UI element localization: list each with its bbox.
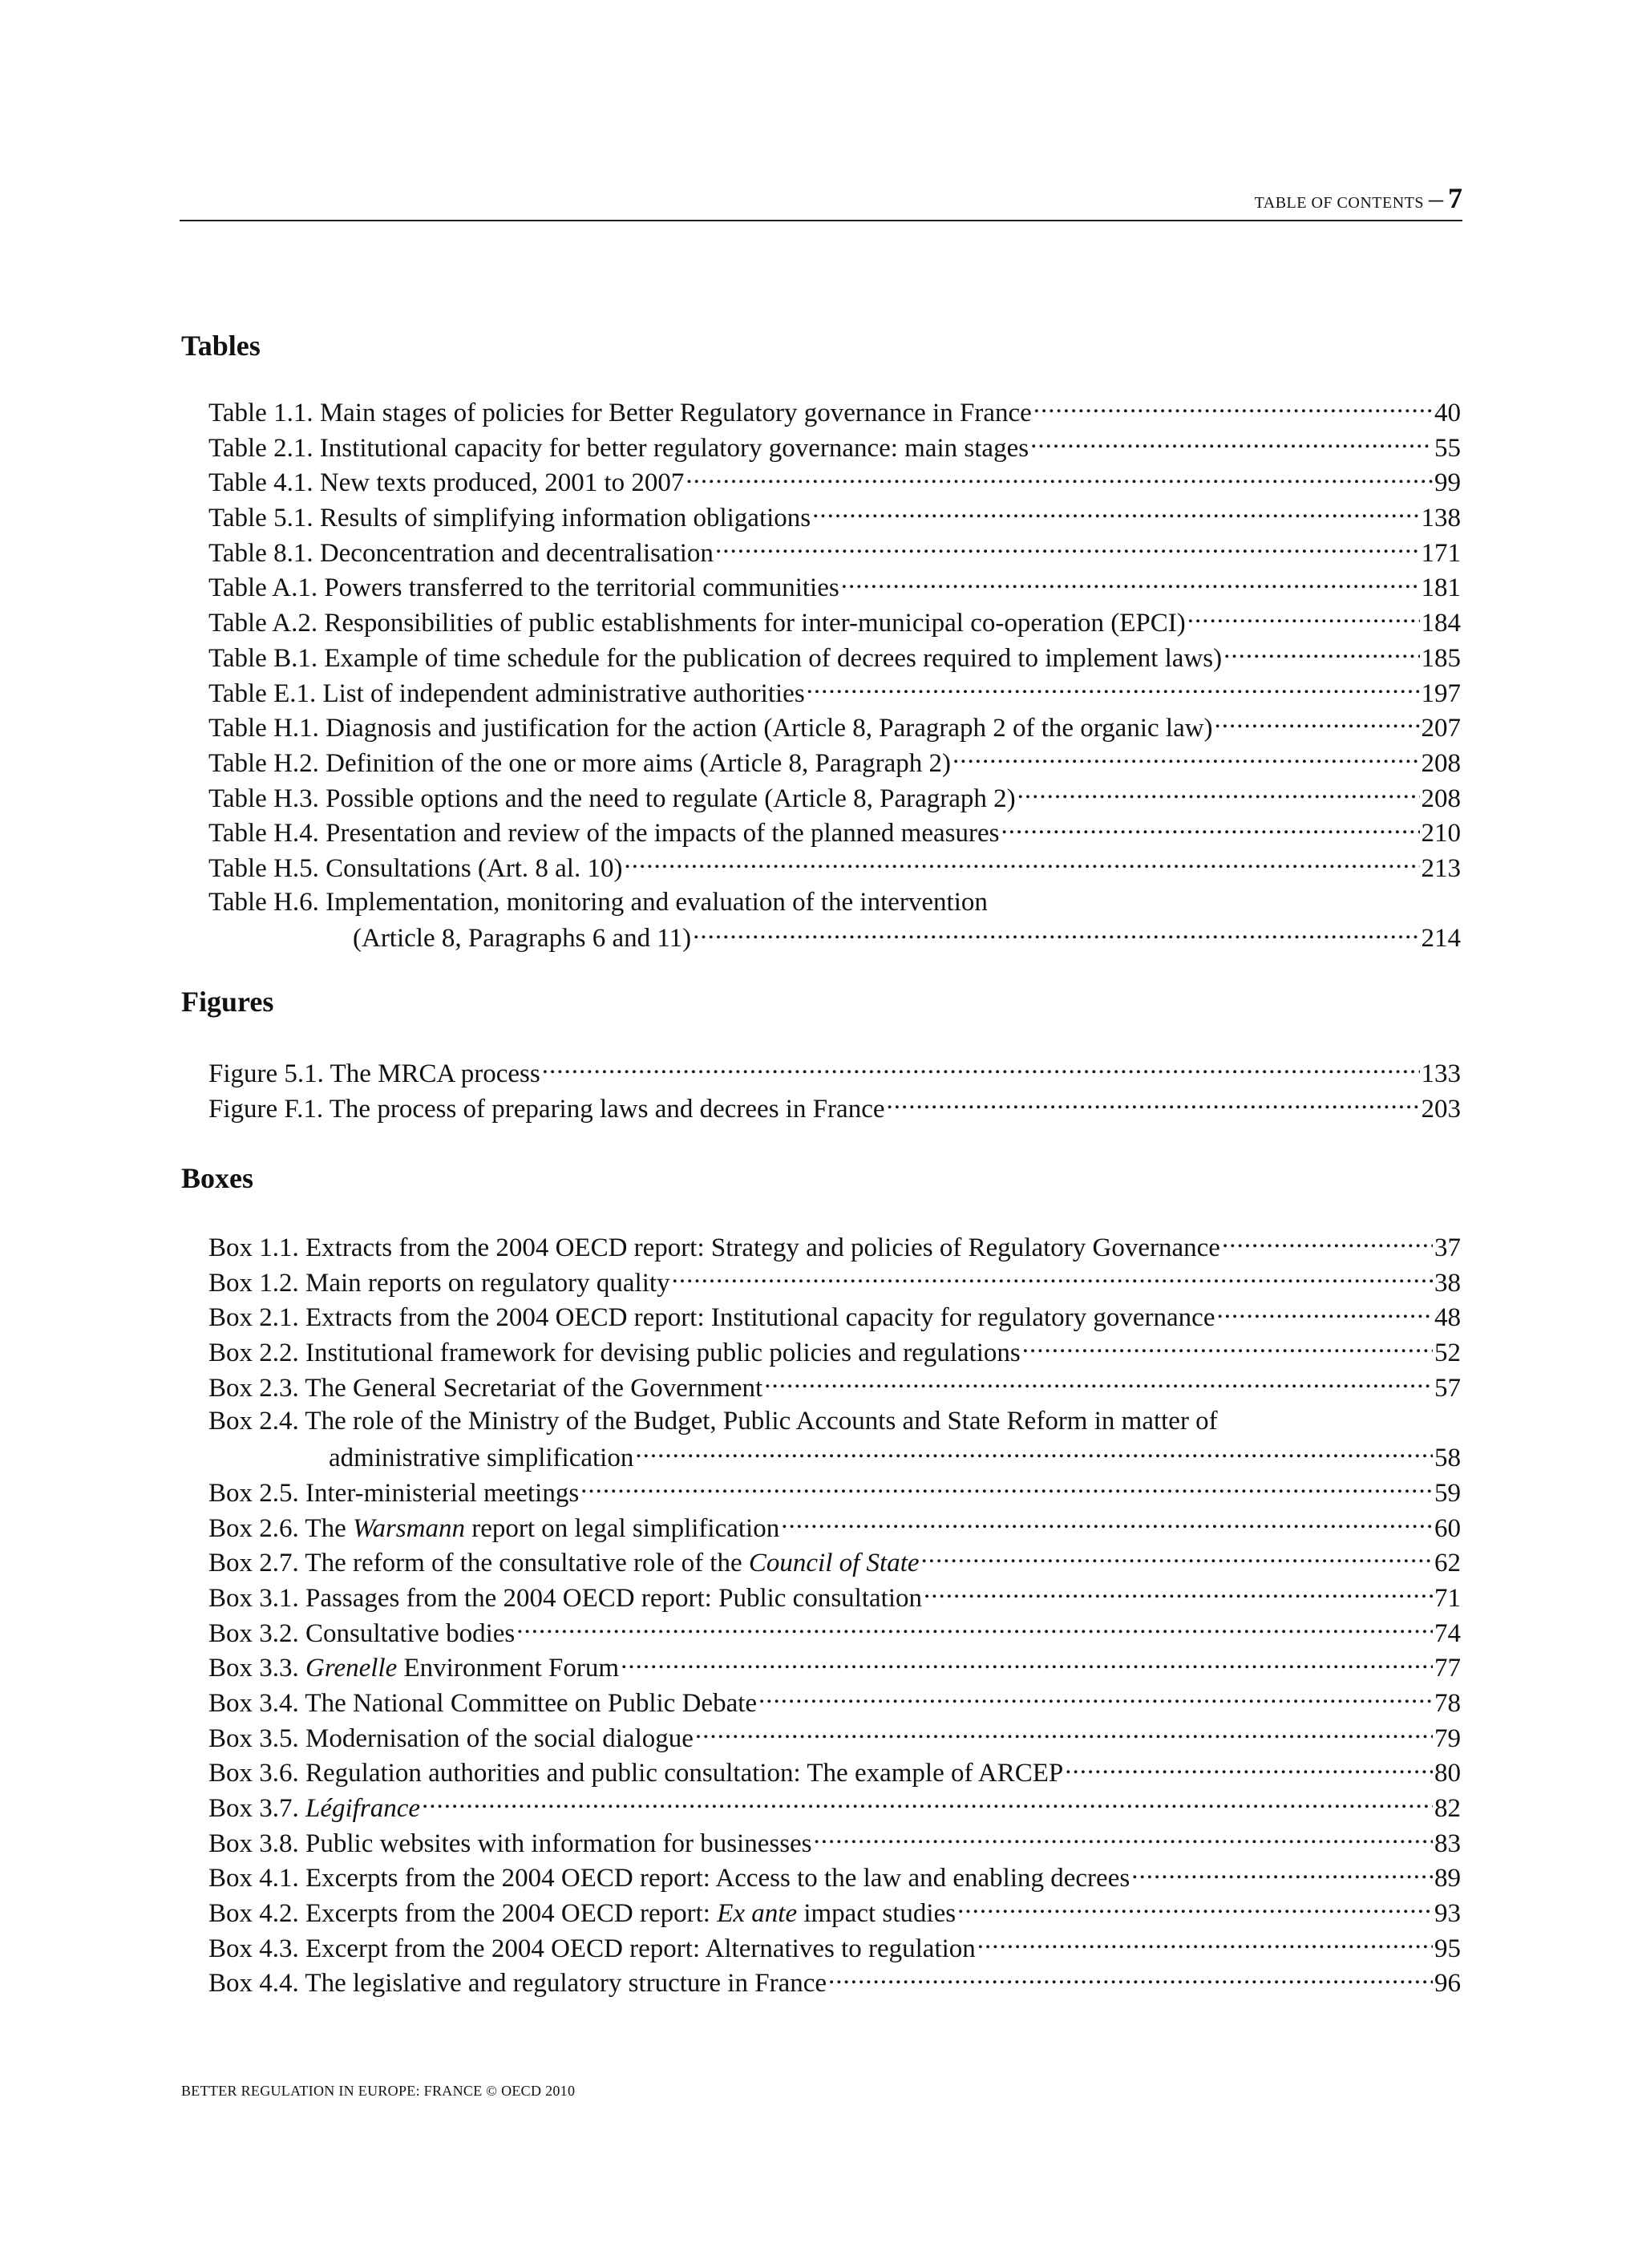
dot-leader bbox=[695, 1720, 1433, 1747]
toc-entry[interactable] bbox=[208, 1265, 1461, 1300]
toc-entry[interactable] bbox=[208, 569, 1461, 605]
toc-entry-label: Table H.1. Diagnosis and justification for the action (Article 8, Paragraph 2 of the organic law) bbox=[208, 714, 1213, 743]
toc-entry-label: Box 2.1. Extracts from the 2004 OECD report: Institutional capacity for regulatory governance bbox=[208, 1303, 1215, 1333]
page-footer: BETTER REGULATION IN EUROPE: FRANCE © OECD 2010 bbox=[181, 2083, 576, 2099]
toc-entry-page: 60 bbox=[1434, 1513, 1461, 1543]
toc-entry-label: Table A.2. Responsibilities of public establishments for inter-municipal co-operation (EPCI) bbox=[208, 609, 1186, 638]
toc-entry-label: Table H.5. Consultations (Art. 8 al. 10) bbox=[208, 853, 623, 883]
toc-entry-page: 181 bbox=[1421, 573, 1461, 603]
toc-entry-page: 185 bbox=[1421, 643, 1461, 673]
toc-entry-page: 37 bbox=[1434, 1233, 1461, 1262]
toc-entry[interactable] bbox=[208, 1475, 1461, 1510]
dot-leader bbox=[952, 745, 1420, 772]
toc-entry[interactable] bbox=[208, 1615, 1461, 1650]
dot-leader bbox=[1216, 1299, 1433, 1326]
toc-entry-label: administrative simplification bbox=[329, 1444, 634, 1473]
header-dash: – bbox=[1429, 182, 1443, 214]
dot-leader bbox=[542, 1055, 1420, 1082]
toc-entry-label: Box 3.4. The National Committee on Public Debate bbox=[208, 1688, 758, 1718]
running-header bbox=[180, 178, 1462, 221]
toc-entry[interactable] bbox=[208, 605, 1461, 640]
label-text: Environment Forum bbox=[397, 1654, 620, 1683]
dot-leader bbox=[672, 1265, 1433, 1291]
toc-entry-label: Box 3.1. Passages from the 2004 OECD report: Public consultation bbox=[208, 1583, 922, 1613]
dot-leader bbox=[422, 1790, 1433, 1816]
toc-entry-page: 208 bbox=[1421, 784, 1461, 813]
toc-entry-first-line[interactable]: Box 2.4. The role of the Ministry of the Budget, Public Accounts and State Reform in matter of bbox=[208, 1407, 1218, 1436]
toc-entry-page: 82 bbox=[1434, 1794, 1461, 1823]
label-italic: Légifrance bbox=[305, 1794, 420, 1823]
toc-entry-label bbox=[208, 1546, 920, 1582]
toc-entry-page: 62 bbox=[1434, 1549, 1461, 1578]
toc-entry[interactable] bbox=[208, 395, 1461, 430]
dot-leader bbox=[841, 569, 1420, 596]
toc-entry-page: 59 bbox=[1434, 1478, 1461, 1508]
dot-leader bbox=[1030, 430, 1433, 456]
dot-leader bbox=[1187, 605, 1420, 631]
boxes-list bbox=[208, 1229, 1461, 2000]
toc-entry[interactable] bbox=[208, 1510, 1461, 1545]
toc-entry-page: 171 bbox=[1421, 538, 1461, 568]
toc-entry[interactable] bbox=[208, 1755, 1461, 1790]
label-text: Box 3.3. bbox=[208, 1654, 306, 1683]
dot-leader bbox=[957, 1895, 1433, 1922]
toc-entry-page: 58 bbox=[1434, 1444, 1461, 1473]
toc-entry-page: 99 bbox=[1434, 468, 1461, 498]
dot-leader bbox=[1215, 710, 1420, 736]
toc-entry-page: 133 bbox=[1421, 1059, 1461, 1088]
toc-entry-label: Figure F.1. The process of preparing laws and decrees in France bbox=[208, 1094, 885, 1124]
dot-leader bbox=[1017, 780, 1420, 807]
dot-leader bbox=[812, 500, 1419, 526]
label-italic: Council of State bbox=[748, 1549, 920, 1578]
dot-leader bbox=[686, 464, 1433, 491]
toc-entry-label: Table H.4. Presentation and review of the impacts of the planned measures bbox=[208, 819, 1000, 848]
toc-entry-label: Table A.1. Powers transferred to the territorial communities bbox=[208, 573, 839, 603]
toc-entry-label: Table H.3. Possible options and the need to regulate (Article 8, Paragraph 2) bbox=[208, 784, 1016, 813]
label-text: impact studies bbox=[797, 1899, 956, 1929]
toc-entry-label: Box 3.6. Regulation authorities and public consultation: The example of ARCEP bbox=[208, 1759, 1064, 1788]
toc-entry-label: Box 3.2. Consultative bodies bbox=[208, 1618, 516, 1648]
toc-entry[interactable] bbox=[208, 430, 1461, 465]
toc-entry-page: 214 bbox=[1421, 924, 1461, 954]
toc-entry-page: 83 bbox=[1434, 1829, 1461, 1858]
toc-entry-label: Table H.2. Definition of the one or more aims (Article 8, Paragraph 2) bbox=[208, 748, 951, 778]
toc-entry-label bbox=[208, 1897, 956, 1932]
dot-leader bbox=[807, 675, 1420, 702]
toc-entry-page: 74 bbox=[1434, 1618, 1461, 1648]
toc-entry[interactable] bbox=[208, 1229, 1461, 1265]
toc-entry-page: 208 bbox=[1421, 748, 1461, 778]
section-heading-figures: Figures bbox=[181, 986, 274, 1018]
toc-entry[interactable] bbox=[208, 850, 1461, 885]
toc-entry-label: Box 4.4. The legislative and regulatory structure in France bbox=[208, 1969, 827, 1999]
dot-leader bbox=[621, 1650, 1433, 1676]
label-italic: Warsmann bbox=[352, 1513, 465, 1543]
toc-entry[interactable] bbox=[208, 500, 1461, 535]
label-text: Box 3.7. bbox=[208, 1794, 306, 1823]
toc-entry[interactable] bbox=[208, 1299, 1461, 1334]
toc-entry-page: 89 bbox=[1434, 1864, 1461, 1893]
toc-entry[interactable] bbox=[208, 1720, 1461, 1756]
toc-entry-page: 38 bbox=[1434, 1268, 1461, 1298]
dot-leader bbox=[715, 535, 1420, 561]
label-text: Box 2.6. The bbox=[208, 1513, 353, 1543]
toc-entry-page: 213 bbox=[1421, 853, 1461, 883]
dot-leader bbox=[977, 1930, 1433, 1957]
toc-entry-page: 77 bbox=[1434, 1654, 1461, 1683]
toc-entry[interactable] bbox=[208, 1091, 1461, 1126]
label-italic: Grenelle bbox=[305, 1654, 398, 1683]
dot-leader bbox=[1131, 1860, 1433, 1886]
dot-leader bbox=[814, 1825, 1433, 1852]
toc-entry-label: Box 4.3. Excerpt from the 2004 OECD report: Alternatives to regulation bbox=[208, 1934, 976, 1963]
toc-entry[interactable] bbox=[208, 1334, 1461, 1370]
toc-entry-page: 55 bbox=[1434, 433, 1461, 463]
toc-entry-label: Box 3.8. Public websites with information for businesses bbox=[208, 1829, 812, 1858]
toc-entry-page: 184 bbox=[1421, 609, 1461, 638]
toc-entry[interactable] bbox=[208, 1825, 1461, 1861]
toc-entry[interactable] bbox=[208, 464, 1461, 500]
toc-entry[interactable] bbox=[208, 745, 1461, 780]
dot-leader bbox=[886, 1091, 1419, 1117]
toc-entry-label: Table E.1. List of independent administrative authorities bbox=[208, 678, 805, 708]
toc-entry-label: Box 2.5. Inter-ministerial meetings bbox=[208, 1478, 580, 1508]
toc-entry-page: 48 bbox=[1434, 1303, 1461, 1333]
toc-entry[interactable] bbox=[208, 780, 1461, 816]
toc-entry[interactable] bbox=[208, 1965, 1461, 2000]
dot-leader bbox=[781, 1510, 1433, 1537]
toc-entry-page: 203 bbox=[1421, 1094, 1461, 1124]
toc-entry-label: Table 2.1. Institutional capacity for better regulatory governance: main stages bbox=[208, 433, 1029, 463]
toc-entry[interactable] bbox=[208, 1370, 1461, 1405]
toc-entry[interactable] bbox=[208, 1685, 1461, 1720]
toc-entry-label: Box 2.3. The General Secretariat of the Government bbox=[208, 1373, 763, 1403]
header-right bbox=[1255, 181, 1462, 215]
toc-entry-label: Box 1.2. Main reports on regulatory quality bbox=[208, 1268, 670, 1298]
toc-entry-label: Box 1.1. Extracts from the 2004 OECD report: Strategy and policies of Regulatory Governance bbox=[208, 1233, 1220, 1262]
toc-entry[interactable] bbox=[208, 1790, 1461, 1825]
toc-entry[interactable] bbox=[208, 640, 1461, 675]
dot-leader bbox=[1001, 815, 1419, 841]
toc-entry-page: 210 bbox=[1421, 819, 1461, 848]
toc-entry-page: 71 bbox=[1434, 1583, 1461, 1613]
toc-entry-page: 80 bbox=[1434, 1759, 1461, 1788]
toc-entry[interactable] bbox=[208, 1895, 1461, 1930]
toc-entry[interactable] bbox=[208, 1545, 1461, 1580]
toc-entry-label: Box 2.2. Institutional framework for devising public policies and regulations bbox=[208, 1339, 1021, 1368]
toc-entry-label: Table 4.1. New texts produced, 2001 to 2007 bbox=[208, 468, 685, 498]
toc-entry-page: 52 bbox=[1434, 1339, 1461, 1368]
toc-entry[interactable] bbox=[208, 1055, 1461, 1091]
dot-leader bbox=[1223, 640, 1419, 666]
dot-leader bbox=[764, 1370, 1433, 1396]
section-heading-boxes: Boxes bbox=[181, 1162, 253, 1194]
toc-entry[interactable] bbox=[208, 1650, 1461, 1685]
dot-leader bbox=[693, 920, 1419, 946]
toc-entry-page: 93 bbox=[1434, 1899, 1461, 1929]
label-text: Box 2.7. The reform of the consultative role of the bbox=[208, 1549, 749, 1578]
toc-entry-label: Table B.1. Example of time schedule for the publication of decrees required to implement laws) bbox=[208, 643, 1223, 673]
toc-entry[interactable] bbox=[208, 920, 1461, 955]
toc-entry[interactable] bbox=[208, 1580, 1461, 1615]
toc-entry-page: 57 bbox=[1434, 1373, 1461, 1403]
toc-entry-page: 79 bbox=[1434, 1723, 1461, 1753]
dot-leader bbox=[921, 1545, 1433, 1571]
figures-list bbox=[208, 1055, 1461, 1125]
label-text: report on legal simplification bbox=[464, 1513, 780, 1543]
toc-entry-label: Figure 5.1. The MRCA process bbox=[208, 1059, 540, 1088]
toc-entry[interactable] bbox=[208, 675, 1461, 711]
header-title: TABLE OF CONTENTS bbox=[1254, 194, 1424, 212]
toc-entry-first-line[interactable]: Table H.6. Implementation, monitoring and evaluation of the intervention bbox=[208, 887, 988, 917]
toc-entry-page: 138 bbox=[1421, 504, 1461, 533]
toc-entry[interactable] bbox=[208, 1860, 1461, 1895]
toc-entry-page: 78 bbox=[1434, 1688, 1461, 1718]
dot-leader bbox=[924, 1580, 1433, 1606]
toc-entry-label: (Article 8, Paragraphs 6 and 11) bbox=[353, 924, 692, 954]
toc-entry-label: Table 1.1. Main stages of policies for Better Regulatory governance in France bbox=[208, 399, 1032, 427]
label-text: Box 4.2. Excerpts from the 2004 OECD report: bbox=[208, 1899, 718, 1929]
toc-entry-label: Table 5.1. Results of simplifying information obligations bbox=[208, 504, 811, 533]
toc-entry-page: 96 bbox=[1434, 1969, 1461, 1999]
toc-entry-label bbox=[208, 1512, 779, 1547]
toc-entry[interactable] bbox=[208, 1440, 1461, 1475]
tables-list bbox=[208, 395, 1461, 955]
toc-entry-page: 40 bbox=[1434, 399, 1461, 427]
toc-entry[interactable] bbox=[208, 535, 1461, 570]
toc-entry[interactable] bbox=[208, 710, 1461, 745]
dot-leader bbox=[516, 1615, 1433, 1642]
page-number: 7 bbox=[1448, 182, 1462, 214]
toc-entry-label bbox=[208, 1651, 619, 1687]
toc-entry-label bbox=[208, 1792, 420, 1827]
toc-entry-label: Box 3.5. Modernisation of the social dialogue bbox=[208, 1723, 694, 1753]
dot-leader bbox=[1033, 395, 1433, 421]
toc-entry-page: 207 bbox=[1421, 714, 1461, 743]
dot-leader bbox=[580, 1475, 1433, 1501]
dot-leader bbox=[1222, 1229, 1433, 1256]
section-heading-tables: Tables bbox=[181, 330, 261, 362]
dot-leader bbox=[828, 1965, 1433, 1991]
toc-entry[interactable] bbox=[208, 815, 1461, 850]
dot-leader bbox=[758, 1685, 1433, 1711]
toc-entry[interactable] bbox=[208, 1930, 1461, 1966]
dot-leader bbox=[1065, 1755, 1433, 1781]
toc-entry-page: 197 bbox=[1421, 678, 1461, 708]
label-italic: Ex ante bbox=[717, 1899, 798, 1929]
toc-entry-label: Table 8.1. Deconcentration and decentralisation bbox=[208, 538, 714, 568]
toc-entry-page: 95 bbox=[1434, 1934, 1461, 1963]
dot-leader bbox=[624, 850, 1419, 877]
dot-leader bbox=[1022, 1334, 1433, 1361]
dot-leader bbox=[635, 1440, 1433, 1466]
toc-entry-label: Box 4.1. Excerpts from the 2004 OECD report: Access to the law and enabling decrees bbox=[208, 1864, 1130, 1893]
